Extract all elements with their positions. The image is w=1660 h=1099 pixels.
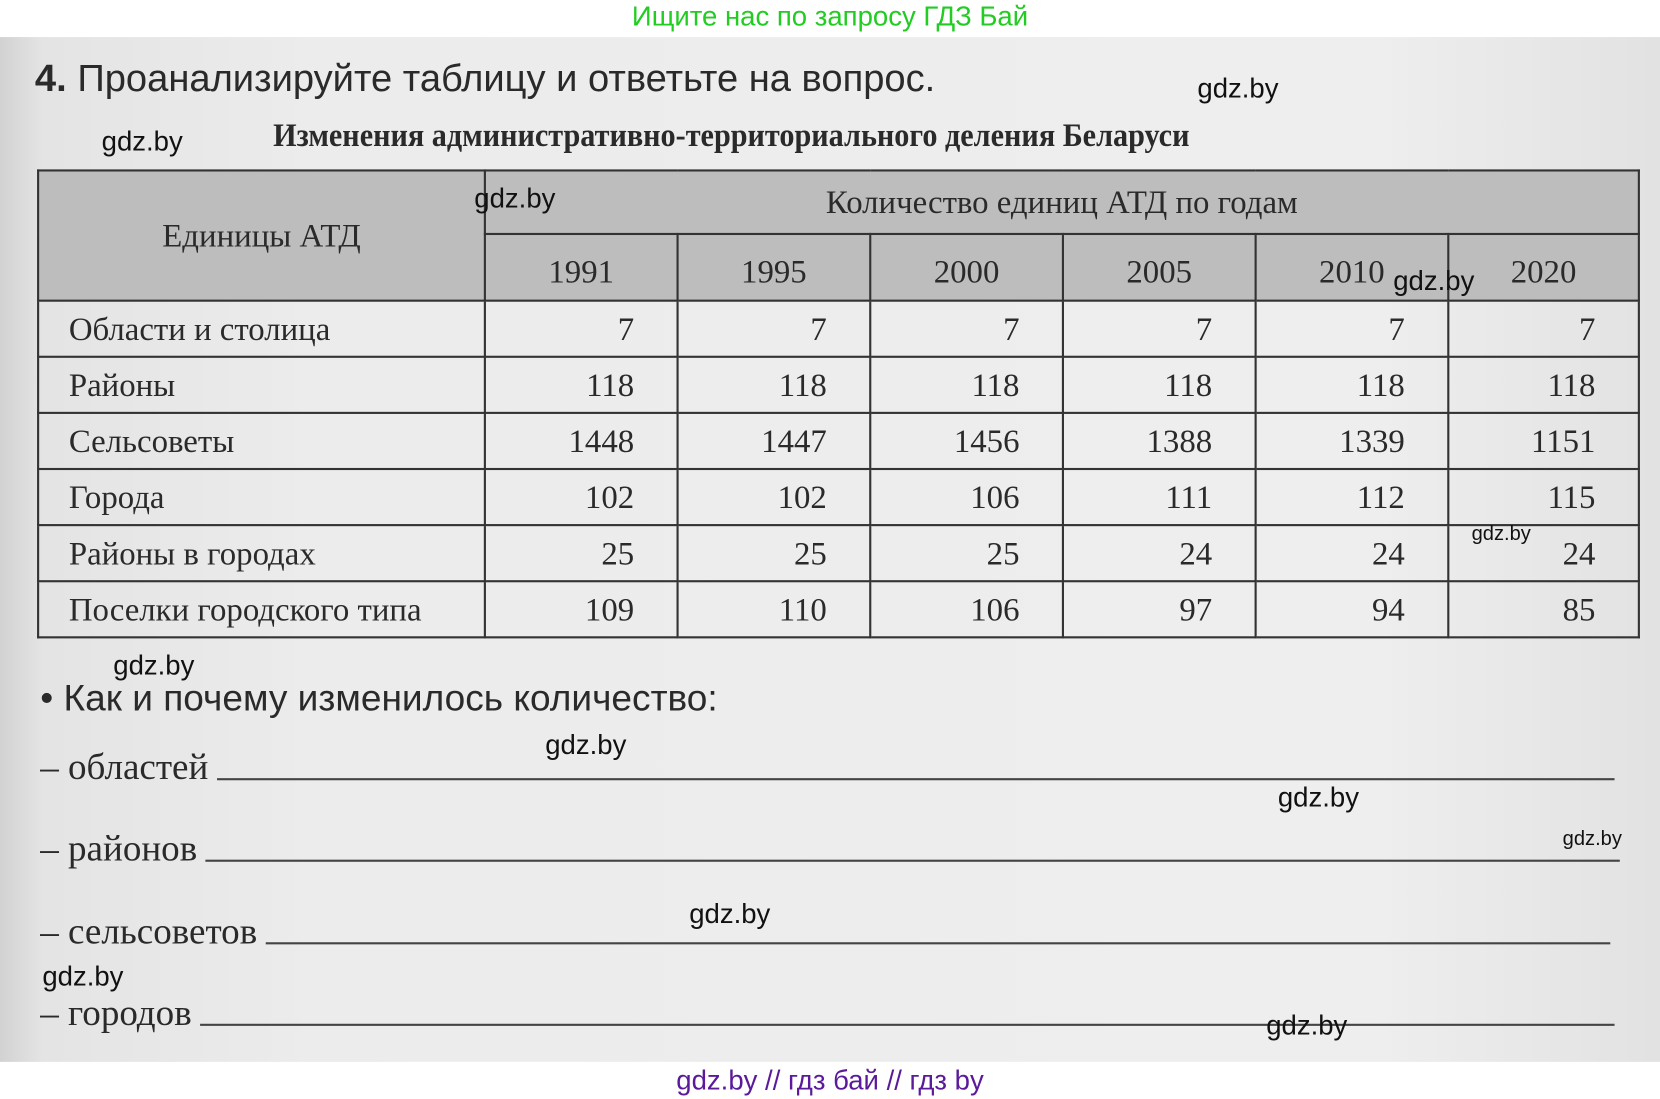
answer-blank[interactable] (200, 1024, 1614, 1026)
cell-value: 25 (485, 525, 678, 581)
answer-line-selsovets[interactable] (40, 910, 1610, 952)
watermark: gdz.by (1393, 264, 1475, 297)
year-header: 2000 (870, 234, 1063, 301)
question: • Как и почему изменилось количество: (40, 677, 718, 719)
cell-value: 7 (1448, 301, 1639, 357)
cell-value: 118 (1063, 357, 1256, 413)
answer-line-cities[interactable] (40, 992, 1614, 1034)
cell-value: 111 (1063, 469, 1256, 525)
watermark: gdz.by (1471, 522, 1531, 546)
cell-value: 24 (1448, 525, 1639, 581)
answer-label: – районов (40, 827, 198, 870)
table-row (38, 581, 1639, 637)
row-name: Сельсоветы (38, 413, 485, 469)
cell-value: 24 (1063, 525, 1256, 581)
watermark: gdz.by (1277, 781, 1359, 814)
watermark: gdz.by (474, 182, 556, 214)
task-number: 4. (34, 56, 67, 100)
cell-value: 102 (678, 469, 871, 525)
cell-value: 1456 (870, 413, 1063, 469)
col-header-units: Единицы АТД (38, 170, 485, 300)
table-row (38, 469, 1639, 525)
cell-value: 94 (1256, 581, 1449, 637)
cell-value: 7 (1063, 301, 1256, 357)
cell-value: 7 (870, 301, 1063, 357)
watermark: gdz.by (1562, 827, 1622, 851)
group-header-years: Количество единиц АТД по годам (485, 170, 1639, 234)
watermark: gdz.by (1266, 1008, 1348, 1041)
cell-value: 118 (678, 357, 871, 413)
table-row (38, 357, 1639, 413)
table-row (38, 525, 1639, 581)
year-header: 1991 (485, 234, 678, 301)
row-name: Поселки городского типа (38, 581, 485, 637)
watermark: gdz.by (1197, 71, 1279, 104)
row-name: Города (38, 469, 485, 525)
watermark: gdz.by (113, 648, 195, 681)
question-text: Как и почему изменилось количество: (63, 677, 718, 719)
cell-value: 1151 (1448, 413, 1639, 469)
row-name: Районы в городах (38, 525, 485, 581)
cell-value: 109 (485, 581, 678, 637)
cell-value: 25 (870, 525, 1063, 581)
cell-value: 1447 (678, 413, 871, 469)
answer-blank[interactable] (266, 942, 1611, 944)
cell-value: 24 (1256, 525, 1449, 581)
cell-value: 85 (1448, 581, 1639, 637)
cell-value: 25 (678, 525, 871, 581)
table-row (38, 301, 1639, 357)
cell-value: 106 (870, 469, 1063, 525)
row-name: Районы (38, 357, 485, 413)
answer-label: – областей (40, 746, 209, 788)
atd-table (37, 169, 1640, 638)
cell-value: 7 (485, 301, 678, 357)
answer-line-rayons[interactable] (40, 828, 1620, 870)
answer-blank[interactable] (206, 860, 1620, 862)
watermark: gdz.by (545, 728, 627, 761)
cell-value: 1448 (485, 413, 678, 469)
footer-links[interactable]: gdz.by // гдз бай // гдз by (676, 1063, 984, 1096)
year-header: 2010 (1256, 234, 1449, 301)
cell-value: 102 (485, 469, 678, 525)
answer-line-oblasts[interactable] (40, 746, 1614, 788)
year-header: 1995 (678, 234, 871, 301)
watermark: gdz.by (101, 124, 183, 157)
top-banner[interactable]: Ищите нас по запросу ГДЗ Бай (631, 0, 1029, 32)
cell-value: 118 (485, 357, 678, 413)
answer-label: – городов (40, 992, 192, 1034)
cell-value: 112 (1256, 469, 1449, 525)
watermark: gdz.by (689, 897, 771, 930)
cell-value: 97 (1063, 581, 1256, 637)
year-header: 2020 (1448, 234, 1639, 301)
cell-value: 1339 (1256, 413, 1449, 469)
answer-label: – сельсоветов (40, 910, 258, 952)
table-title: Изменения административно-территориального деления Беларуси (273, 116, 1190, 154)
watermark: gdz.by (42, 960, 124, 993)
task-heading (35, 56, 935, 100)
row-name: Области и столица (38, 301, 485, 357)
answer-blank[interactable] (217, 778, 1614, 780)
cell-value: 7 (678, 301, 871, 357)
cell-value: 118 (870, 357, 1063, 413)
cell-value: 118 (1256, 357, 1449, 413)
task-text: Проанализируйте таблицу и ответьте на вопрос. (77, 56, 936, 100)
cell-value: 1388 (1063, 413, 1256, 469)
table-row (38, 413, 1639, 469)
cell-value: 110 (678, 581, 871, 637)
cell-value: 106 (870, 581, 1063, 637)
cell-value: 118 (1448, 357, 1639, 413)
cell-value: 115 (1448, 469, 1639, 525)
year-header: 2005 (1063, 234, 1256, 301)
cell-value: 7 (1256, 301, 1449, 357)
